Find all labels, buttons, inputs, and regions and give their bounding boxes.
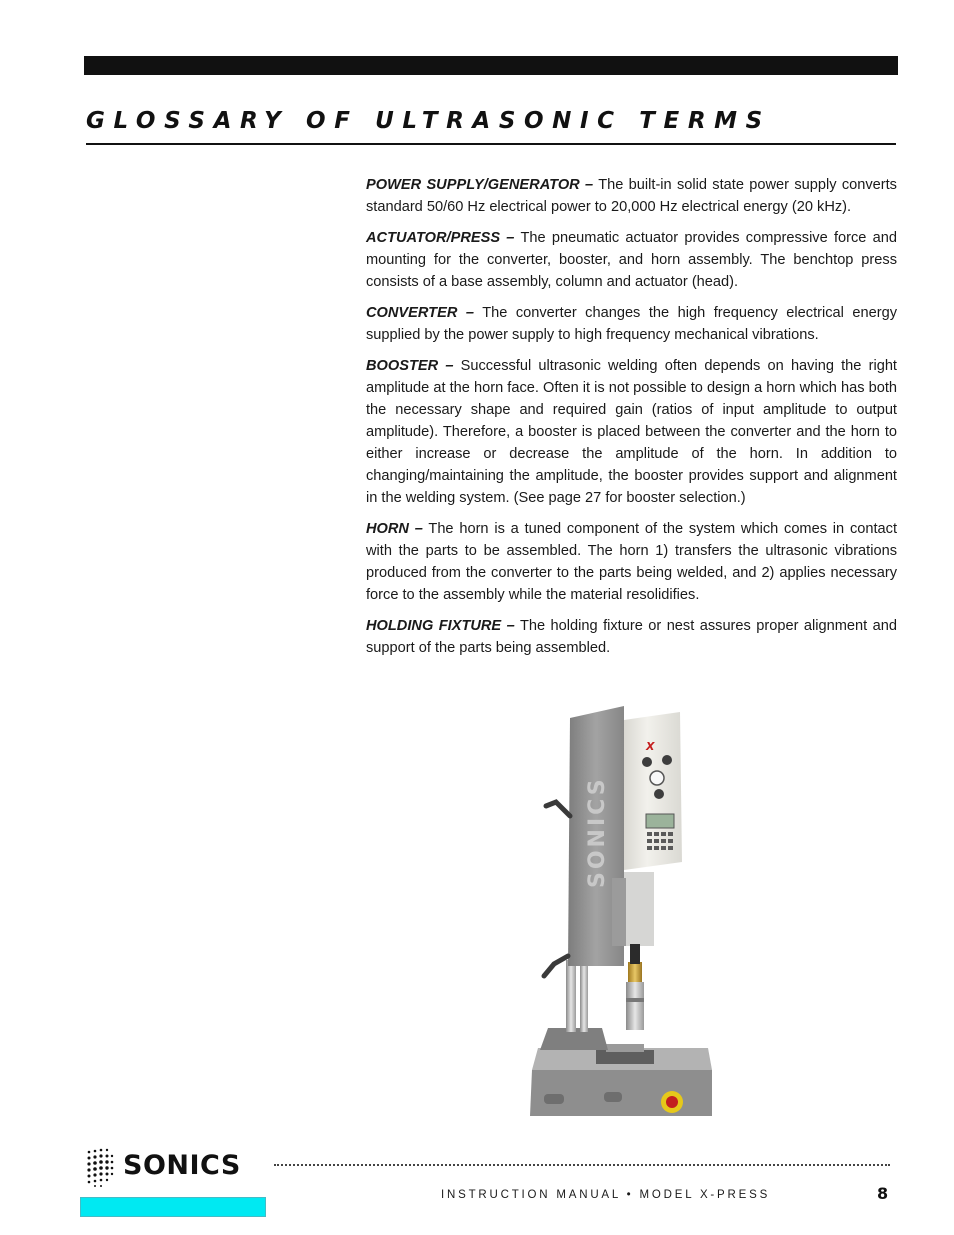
title-underline xyxy=(86,143,896,145)
glossary-term: POWER SUPPLY/GENERATOR – xyxy=(366,177,594,193)
holding-fixture xyxy=(596,1050,654,1064)
page-number: 8 xyxy=(877,1184,889,1203)
glossary-entry-horn xyxy=(366,518,897,606)
glossary-definition: The holding fixture or nest assures proper alignment and support of the parts being assembled. xyxy=(366,618,897,656)
control-knob xyxy=(654,789,664,799)
control-panel xyxy=(624,712,682,870)
ultrasonic-press-photo xyxy=(512,698,712,1128)
glossary-entry-power-supply xyxy=(366,174,897,218)
glossary-entry-converter xyxy=(366,302,897,346)
booster xyxy=(628,962,642,982)
base-slot xyxy=(604,1092,622,1102)
press-base xyxy=(530,1070,712,1116)
horn xyxy=(626,982,644,1030)
glossary-term: ACTUATOR/PRESS – xyxy=(366,230,515,246)
pressure-gauge xyxy=(650,771,664,785)
converter-housing-side xyxy=(612,878,626,946)
glossary-entry-holding-fixture xyxy=(366,615,897,659)
base-slot xyxy=(544,1094,564,1104)
header-bar xyxy=(84,56,898,75)
logo-dots-icon xyxy=(86,1148,114,1188)
glossary-definition: The converter changes the high frequency electrical energy supplied by the power supply to high frequency mechanical vibrations. xyxy=(366,305,897,343)
logo-wordmark: SONICS xyxy=(123,1150,241,1181)
glossary-definition: The pneumatic actuator provides compressive force and mounting for the converter, booster, and horn assembly. The benchtop press consists of a base assembly, column and actuator (head). xyxy=(366,230,898,290)
glossary-term: BOOSTER – xyxy=(366,358,454,374)
sonics-logo xyxy=(86,1148,272,1188)
footer-dotted-rule xyxy=(274,1164,890,1166)
glossary-entry-actuator xyxy=(366,227,897,293)
guide-rod xyxy=(580,960,588,1032)
lcd-display xyxy=(646,814,674,828)
page-title: GLOSSARY OF ULTRASONIC TERMS xyxy=(86,108,771,134)
column-handle xyxy=(546,802,570,816)
horn-slot xyxy=(626,998,644,1002)
control-knob xyxy=(662,755,672,765)
glossary-definition: Successful ultrasonic welding often depends on having the right amplitude at the horn face. Often it is not possible to design a horn which has both the necessary shape and required gain (ratios of input amplitude to output amplitude). Therefore, a booster is placed between the converter and the horn to either increase or decrease the amplitude of the horn. In addition to changing/maintaining the amplitude, the booster provides support and alignment in the welding system. (See page 27 for booster selection.) xyxy=(366,358,897,506)
converter-stem xyxy=(630,944,640,964)
glossary-term: CONVERTER – xyxy=(366,305,474,321)
column-brand-text: SONICS xyxy=(585,776,610,888)
guide-rod xyxy=(566,960,576,1032)
glossary-definition: The horn is a tuned component of the system which comes in contact with the parts to be assembled. The horn 1) transfers the ultrasonic vibrations produced from the converter to the parts being welded, and 2) applies necessary force to the assembly while the material resolidifies. xyxy=(366,521,897,603)
glossary-term: HORN – xyxy=(366,521,423,537)
holding-fixture-part xyxy=(606,1044,644,1052)
glossary-body xyxy=(366,174,897,668)
glossary-term: HOLDING FIXTURE – xyxy=(366,618,515,634)
footer-manual-title: INSTRUCTION MANUAL • MODEL X-PRESS xyxy=(441,1189,771,1201)
control-knob xyxy=(642,757,652,767)
glossary-definition: The built-in solid state power supply converts standard 50/60 Hz electrical power to 20,000 Hz electrical energy (20 kHz). xyxy=(366,177,897,215)
accent-bar xyxy=(80,1197,266,1217)
panel-brand-text: X xyxy=(646,740,655,753)
converter-housing xyxy=(624,872,654,946)
emergency-stop-button xyxy=(666,1096,678,1108)
column-handle xyxy=(544,956,568,976)
glossary-entry-booster xyxy=(366,355,897,509)
